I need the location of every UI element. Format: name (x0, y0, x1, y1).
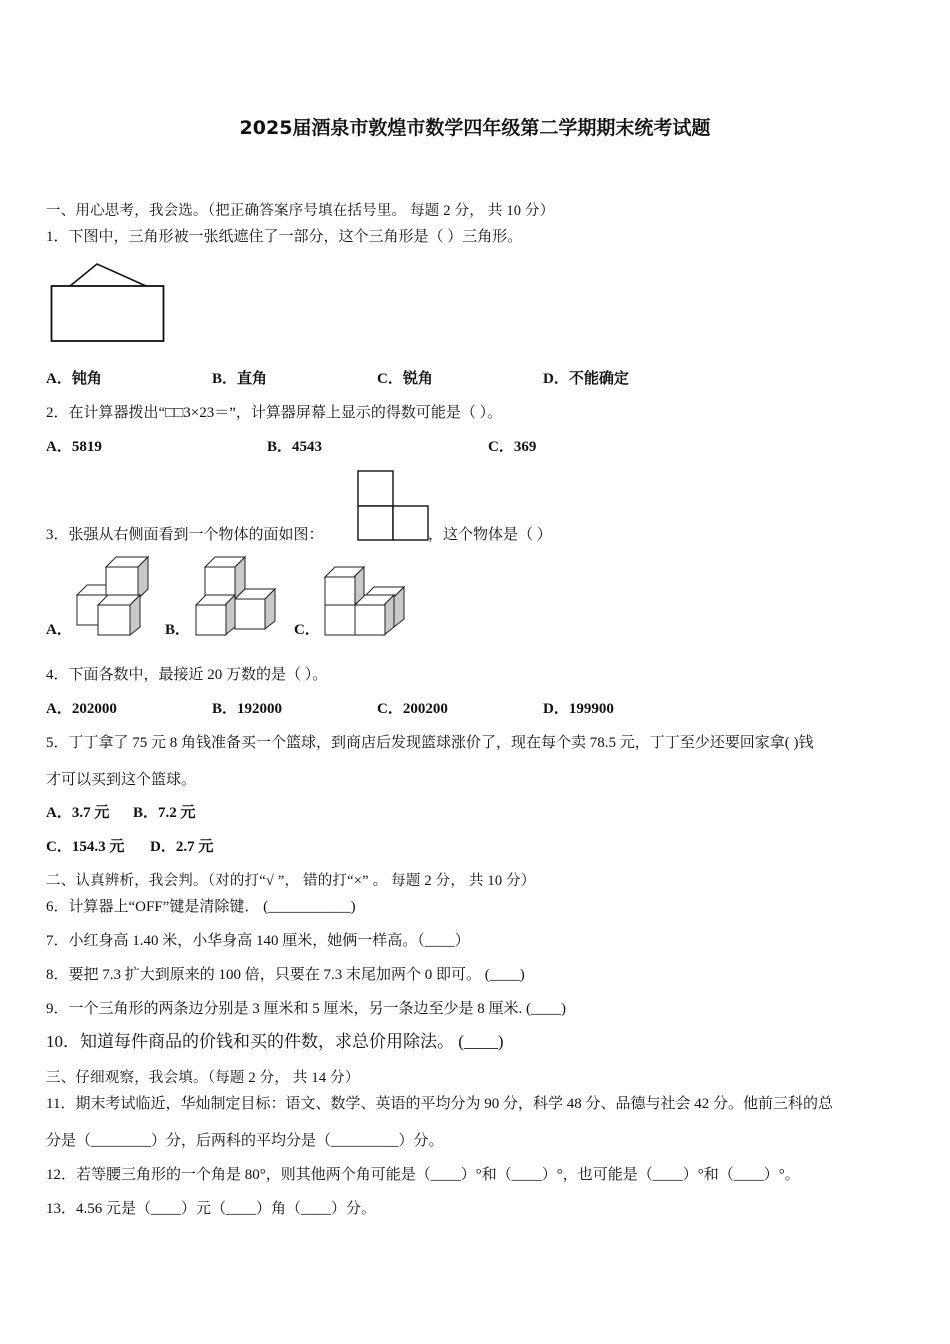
q1-option-d[interactable]: D．不能确定 (543, 371, 629, 387)
q4-option-a[interactable]: A．202000 (46, 701, 117, 717)
q3-option-a[interactable]: A． (46, 622, 72, 638)
q4-option-d[interactable]: D．199900 (543, 701, 614, 717)
question-11-line1: 11．期末考试临近，华灿制定目标：语文、数学、英语的平均分为 90 分，科学 48 分、品德与社会 42 分。他前三科的总 (46, 1096, 833, 1112)
q4-option-b[interactable]: B．192000 (212, 701, 283, 717)
question-1-stem: 1．下图中，三角形被一张纸遮住了一部分，这个三角形是（ ）三角形。 (46, 229, 523, 245)
side-view-figure (357, 470, 431, 542)
q3-option-c-cubes-figure (324, 563, 406, 637)
q5-option-a[interactable]: A．3.7 元 (46, 805, 110, 821)
q2-option-c[interactable]: C．369 (488, 439, 537, 455)
question-5-stem-line2: 才可以买到这个篮球。 (46, 772, 197, 788)
q2-option-a[interactable]: A．5819 (46, 439, 102, 455)
question-12: 12．若等腰三角形的一个角是 80°，则其他两个角可能是（____）°和（____）°，也可能是（____）°和（____）°。 (46, 1167, 800, 1183)
q5-option-c[interactable]: C．154.3 元 (46, 839, 125, 855)
question-3-stem-start: 3．张强从右侧面看到一个物体的面如图： (46, 527, 324, 543)
question-11-line2: 分是（________）分，后两科的平均分是（_________）分。 (46, 1133, 444, 1149)
q1-option-b[interactable]: B．直角 (212, 371, 268, 387)
question-8: 8．要把 7.3 扩大到原来的 100 倍，只要在 7.3 末尾加两个 0 即可。 (____) (46, 967, 525, 983)
question-6: 6．计算器上“OFF”键是清除键． (___________) (46, 899, 356, 915)
covered-triangle-figure (50, 262, 170, 344)
question-2-stem: 2．在计算器拨出“□□3×23＝”，计算器屏幕上显示的得数可能是（ ）。 (46, 405, 503, 421)
q5-option-b[interactable]: B．7.2 元 (133, 805, 196, 821)
q4-option-c[interactable]: C．200200 (377, 701, 448, 717)
q3-option-c[interactable]: C． (294, 622, 320, 638)
question-5-stem-line1: 5．丁丁拿了 75 元 8 角钱准备买一个篮球，到商店后发现篮球涨价了，现在每个卖 78.5 元，丁丁至少还要回家拿( )钱 (46, 735, 814, 751)
question-13: 13．4.56 元是（____）元（____）角（____）分。 (46, 1201, 377, 1217)
q3-option-b[interactable]: B． (165, 622, 191, 638)
section-1-heading: 一、用心思考，我会选。（把正确答案序号填在括号里。 每题 2 分， 共 10 分） (46, 203, 555, 219)
question-4-stem: 4．下面各数中，最接近 20 万数的是（ ）。 (46, 667, 328, 683)
q1-option-c[interactable]: C．锐角 (377, 371, 433, 387)
q2-option-b[interactable]: B．4543 (267, 439, 323, 455)
question-3-stem-end: ，这个物体是（ ） (428, 527, 552, 543)
section-3-heading: 三、仔细观察，我会填。（每题 2 分， 共 14 分） (46, 1070, 360, 1086)
section-2-heading: 二、认真辨析，我会判。（对的打“√ ”， 错的打“×” 。 每题 2 分， 共 10 分） (46, 873, 536, 889)
q1-option-a[interactable]: A．钝角 (46, 371, 102, 387)
question-7: 7．小红身高 1.40 米，小华身高 140 厘米，她俩一样高。（____） (46, 933, 470, 949)
q3-option-a-cubes-figure (76, 555, 150, 637)
question-9: 9．一个三角形的两条边分别是 3 厘米和 5 厘米，另一条边至少是 8 厘米. (____) (46, 1001, 566, 1017)
q5-option-d[interactable]: D．2.7 元 (150, 839, 214, 855)
question-10: 10．知道每件商品的价钱和买的件数，求总价用除法。 (____) (46, 1032, 504, 1051)
q3-option-b-cubes-figure (195, 555, 277, 637)
exam-title: 2025届酒泉市敦煌市数学四年级第二学期期末统考试题 (239, 117, 711, 139)
